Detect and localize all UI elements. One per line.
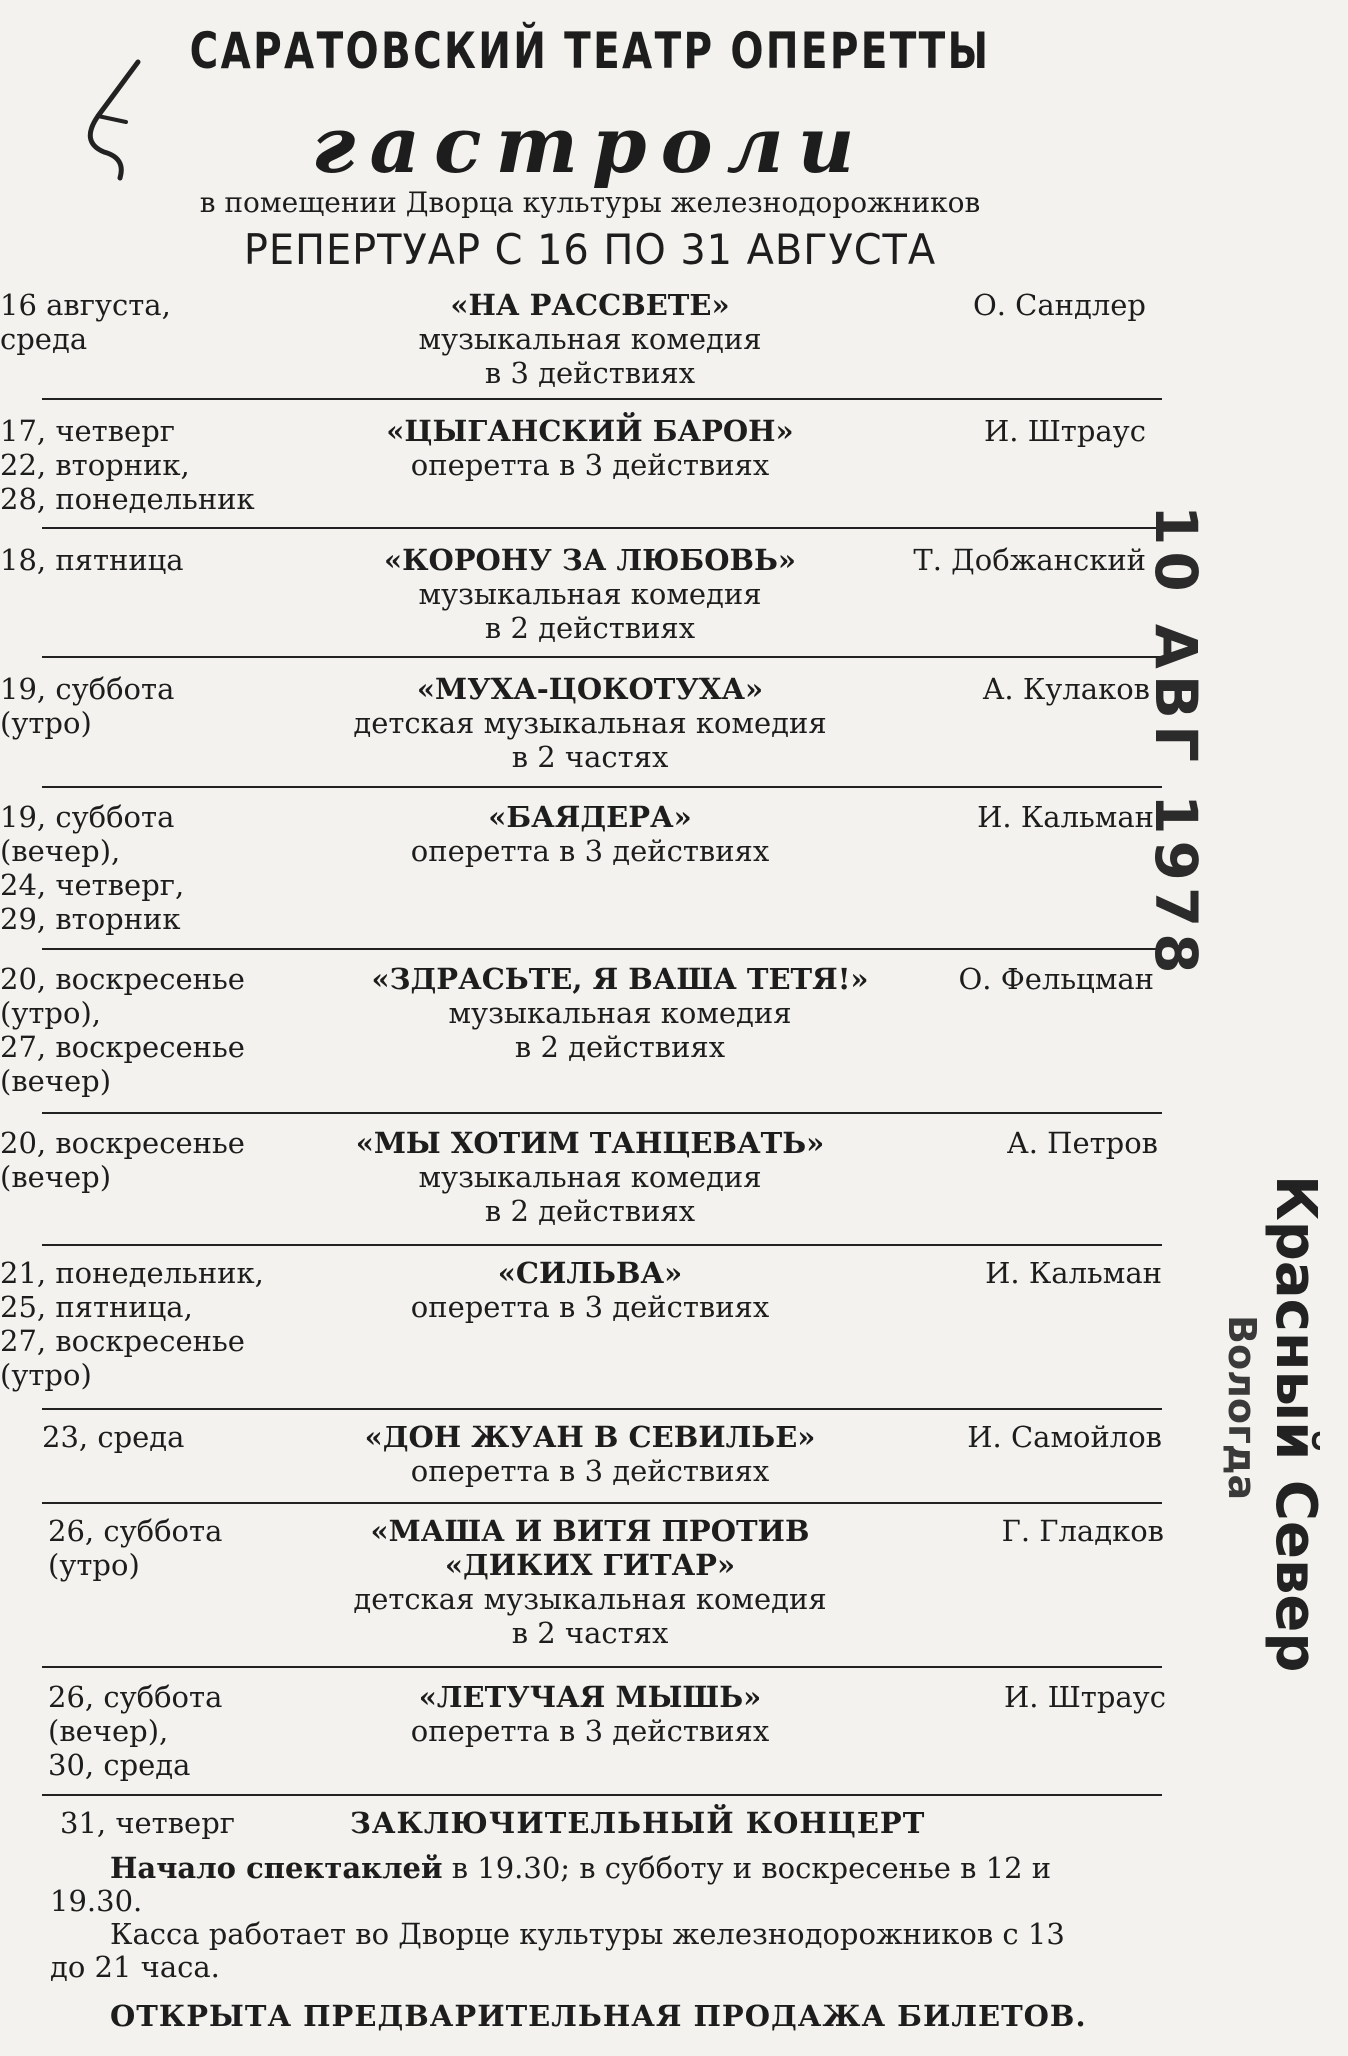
play-title: «МЫ ХОТИМ ТАНЦЕВАТЬ» xyxy=(355,1126,825,1160)
play-genre: оперетта в 3 действиях xyxy=(410,1454,770,1488)
date-line: 20, воскресенье xyxy=(0,962,245,996)
repertoire-heading: РЕПЕРТУАР С 16 ПО 31 АВГУСТА xyxy=(243,225,937,274)
date-line: (утро), xyxy=(0,996,101,1030)
play-title: «МУХА-ЦОКОТУХА» xyxy=(416,672,764,706)
play-genre: музыкальная комедия xyxy=(418,577,762,611)
play-genre: музыкальная комедия xyxy=(448,996,792,1030)
date-line: (вечер) xyxy=(0,1064,112,1098)
play-author: О. Сандлер xyxy=(972,288,1146,322)
date-line: 30, среда xyxy=(48,1748,191,1782)
entry-play xyxy=(290,800,890,868)
entry-play xyxy=(290,288,890,390)
entry-play xyxy=(320,962,920,1064)
play-title: «МАША И ВИТЯ ПРОТИВ xyxy=(370,1514,810,1548)
play-acts: в 2 действиях xyxy=(484,611,696,645)
date-line: 22, вторник, xyxy=(0,448,190,482)
play-author: Т. Добжанский xyxy=(913,543,1146,577)
play-acts: в 2 действиях xyxy=(484,1194,696,1228)
play-genre: детская музыкальная комедия xyxy=(353,1582,827,1616)
entry-play xyxy=(290,1680,890,1748)
play-title: «НА РАССВЕТЕ» xyxy=(450,288,730,322)
play-genre: детская музыкальная комедия xyxy=(353,706,827,740)
play-title: «КОРОНУ ЗА ЛЮБОВЬ» xyxy=(383,543,797,577)
divider xyxy=(42,1112,1162,1114)
footer-info xyxy=(50,1852,1170,1984)
box-office-text-continued: до 21 часа. xyxy=(50,1950,220,1984)
newspaper-city: Вологда xyxy=(1220,1315,1264,1501)
date-line: 27, воскресенье xyxy=(0,1030,245,1064)
play-author: И. Штраус xyxy=(1003,1680,1166,1714)
entry-play xyxy=(290,1420,890,1488)
play-author: И. Самойлов xyxy=(967,1420,1162,1454)
entry-play xyxy=(290,1126,890,1228)
date-line: 28, понедельник xyxy=(0,482,255,516)
tour-heading: гастроли xyxy=(311,100,869,191)
divider xyxy=(42,1244,1162,1246)
divider xyxy=(42,1666,1162,1668)
entry-dates xyxy=(0,543,310,577)
play-genre: музыкальная комедия xyxy=(418,322,762,356)
date-line: (вечер) xyxy=(0,1160,112,1194)
date-line: (вечер), xyxy=(48,1714,169,1748)
date-line: 21, понедельник, xyxy=(0,1256,264,1290)
venue-line: в помещении Дворца культуры железнодорожников xyxy=(199,186,981,219)
date-line: 24, четверг, xyxy=(0,868,185,902)
entry-dates xyxy=(0,288,310,356)
entry-dates xyxy=(0,414,310,516)
entry-play xyxy=(290,1256,890,1324)
date-line: 25, пятница, xyxy=(0,1290,193,1324)
final-concert-date: 31, четверг xyxy=(60,1806,235,1840)
entry-play xyxy=(290,1514,890,1650)
date-line: (утро) xyxy=(0,1358,92,1392)
start-text: в 19.30; в субботу и воскресенье в 12 и xyxy=(451,1851,1052,1885)
play-title: «ЦЫГАНСКИЙ БАРОН» xyxy=(386,414,794,448)
play-title: «ЗДРАСЬТЕ, Я ВАША ТЕТЯ!» xyxy=(371,962,869,996)
newspaper-name: Красный Север xyxy=(1263,1175,1328,1673)
divider xyxy=(42,1408,1162,1410)
date-line: 19, суббота xyxy=(0,800,175,834)
play-author: Г. Гладков xyxy=(1001,1514,1164,1548)
play-author: И. Кальман xyxy=(977,800,1154,834)
entry-play xyxy=(290,414,890,482)
play-author: А. Кулаков xyxy=(982,672,1150,706)
entry-dates xyxy=(0,1126,310,1194)
play-acts: в 2 частях xyxy=(511,740,669,774)
divider xyxy=(42,398,1162,400)
date-line: 18, пятница xyxy=(0,543,184,577)
play-genre: оперетта в 3 действиях xyxy=(410,1714,770,1748)
play-author: А. Петров xyxy=(1006,1126,1158,1160)
play-acts: в 3 действиях xyxy=(484,356,696,390)
box-office-text: Касса работает во Дворце культуры железнодорожников с 13 xyxy=(110,1917,1065,1951)
play-genre: музыкальная комедия xyxy=(418,1160,762,1194)
entry-dates xyxy=(0,1256,310,1392)
date-line: 27, воскресенье xyxy=(0,1324,245,1358)
divider xyxy=(42,1794,1162,1796)
date-line: 26, суббота xyxy=(48,1680,223,1714)
play-author: О. Фельцман xyxy=(958,962,1154,996)
entry-dates xyxy=(0,800,310,936)
divider xyxy=(42,1502,1162,1504)
date-line: 19, суббота xyxy=(0,672,175,706)
entry-play xyxy=(290,672,890,774)
final-concert-title: ЗАКЛЮЧИТЕЛЬНЫЙ КОНЦЕРТ xyxy=(350,1806,926,1840)
play-title: «ДОН ЖУАН В СЕВИЛЬЕ» xyxy=(364,1420,816,1454)
play-genre: оперетта в 3 действиях xyxy=(410,834,770,868)
divider xyxy=(42,527,1162,529)
start-text-continued: 19.30. xyxy=(50,1884,143,1918)
date-line: (утро) xyxy=(48,1548,140,1582)
play-title-continued: «ДИКИХ ГИТАР» xyxy=(444,1548,736,1582)
start-label: Начало спектаклей xyxy=(110,1851,443,1885)
entry-dates xyxy=(0,672,310,740)
theatre-name: САРАТОВСКИЙ ТЕАТР ОПЕРЕТТЫ xyxy=(189,22,991,80)
date-line: 26, суббота xyxy=(48,1514,223,1548)
date-line: (утро) xyxy=(0,706,92,740)
play-acts: в 2 частях xyxy=(511,1616,669,1650)
date-line: среда xyxy=(0,322,88,356)
stamp-date-text: 10 АВГ 1978 xyxy=(1142,505,1210,980)
play-title: «СИЛЬВА» xyxy=(497,1256,683,1290)
play-title: «БАЯДЕРА» xyxy=(488,800,692,834)
divider xyxy=(42,786,1162,788)
date-line: 23, среда xyxy=(42,1420,185,1454)
date-line: 29, вторник xyxy=(0,902,181,936)
date-line: 17, четверг xyxy=(0,414,175,448)
divider xyxy=(42,948,1162,950)
play-author: И. Кальман xyxy=(985,1256,1162,1290)
entry-play xyxy=(290,543,890,645)
presale-notice: ОТКРЫТА ПРЕДВАРИТЕЛЬНАЯ ПРОДАЖА БИЛЕТОВ. xyxy=(110,1999,1087,2033)
date-line: 20, воскресенье xyxy=(0,1126,245,1160)
play-genre: оперетта в 3 действиях xyxy=(410,1290,770,1324)
date-line: (вечер), xyxy=(0,834,121,868)
play-author: И. Штраус xyxy=(983,414,1146,448)
play-acts: в 2 действиях xyxy=(514,1030,726,1064)
divider xyxy=(42,656,1162,658)
entry-dates xyxy=(0,962,310,1098)
play-title: «ЛЕТУЧАЯ МЫШЬ» xyxy=(418,1680,762,1714)
date-line: 16 августа, xyxy=(0,288,171,322)
play-genre: оперетта в 3 действиях xyxy=(410,448,770,482)
